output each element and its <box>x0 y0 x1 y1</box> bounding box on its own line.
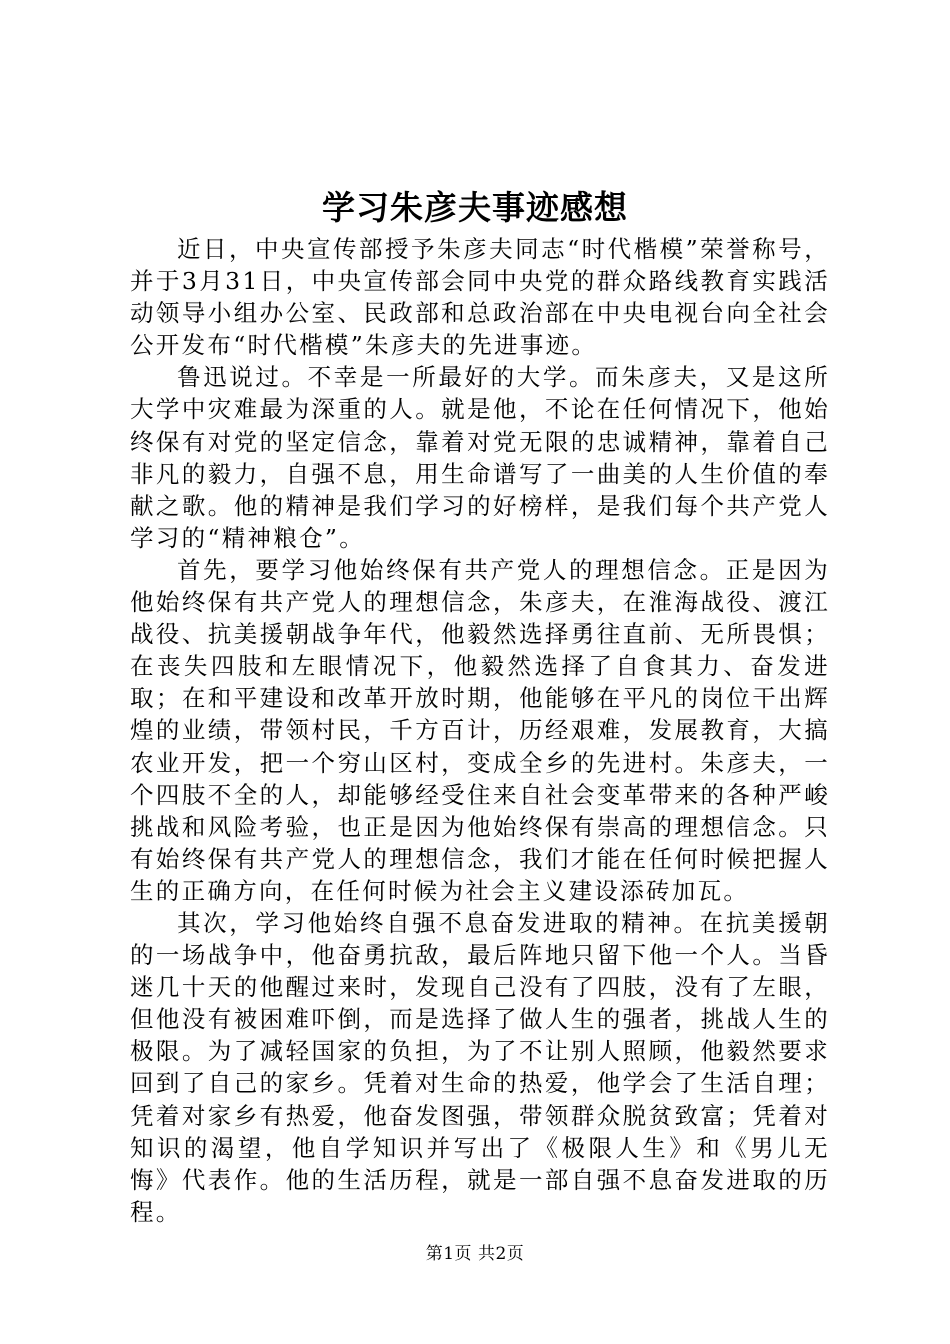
paragraph-1: 近日，中央宣传部授予朱彦夫同志“时代楷模”荣誉称号，并于3月31日，中央宣传部会同中央党的群众路线教育实践活动领导小组办公室、民政部和总政治部在中央电视台向全社会公开发布“时代楷模”朱彦夫的先进事迹。 <box>130 235 830 360</box>
document-body <box>130 233 830 1228</box>
paragraph-2: 鲁迅说过。不幸是一所最好的大学。而朱彦夫，又是这所大学中灾难最为深重的人。就是他，不论在任何情况下，他始终保有对党的坚定信念，靠着对党无限的忠诚精神，靠着自己非凡的毅力，自强不息，用生命谱写了一曲美的人生价值的奉献之歌。他的精神是我们学习的好榜样，是我们每个共产党人学习的“精神粮仓”。 <box>130 363 830 552</box>
page-footer: 第1页 共2页 <box>425 1244 525 1264</box>
document-title: 学习朱彦夫事迹感想 <box>322 188 628 227</box>
paragraph-3: 首先，要学习他始终保有共产党人的理想信念。正是因为他始终保有共产党人的理想信念，朱彦夫，在淮海战役、渡江战役、抗美援朝战争年代，他毅然选择勇往直前、无所畏惧；在丧失四肢和左眼情况下，他毅然选择了自食其力、奋发进取；在和平建设和改革开放时期，他能够在平凡的岗位干出辉煌的业绩，带领村民，千方百计，历经艰难，发展教育，大搞农业开发，把一个穷山区村，变成全乡的先进村。朱彦夫，一个四肢不全的人，却能够经受住来自社会变革带来的各种严峻挑战和风险考验，也正是因为他始终保有崇高的理想信念。只有始终保有共产党人的理想信念，我们才能在任何时候把握人生的正确方向，在任何时候为社会主义建设添砖加瓦。 <box>130 555 830 905</box>
paragraph-4: 其次，学习他始终自强不息奋发进取的精神。在抗美援朝的一场战争中，他奋勇抗敌，最后阵地只留下他一个人。当昏迷几十天的他醒过来时，发现自己没有了四肢，没有了左眼，但他没有被困难吓倒，而是选择了做人生的强者，挑战人生的极限。为了减轻国家的负担，为了不让别人照顾，他毅然要求回到了自己的家乡。凭着对生命的热爱，他学会了生活自理；凭着对家乡有热爱，他奋发图强，带领群众脱贫致富；凭着对知识的渴望，他自学知识并写出了《极限人生》和《男儿无悔》代表作。他的生活历程，就是一部自强不息奋发进取的历程。 <box>130 908 830 1226</box>
